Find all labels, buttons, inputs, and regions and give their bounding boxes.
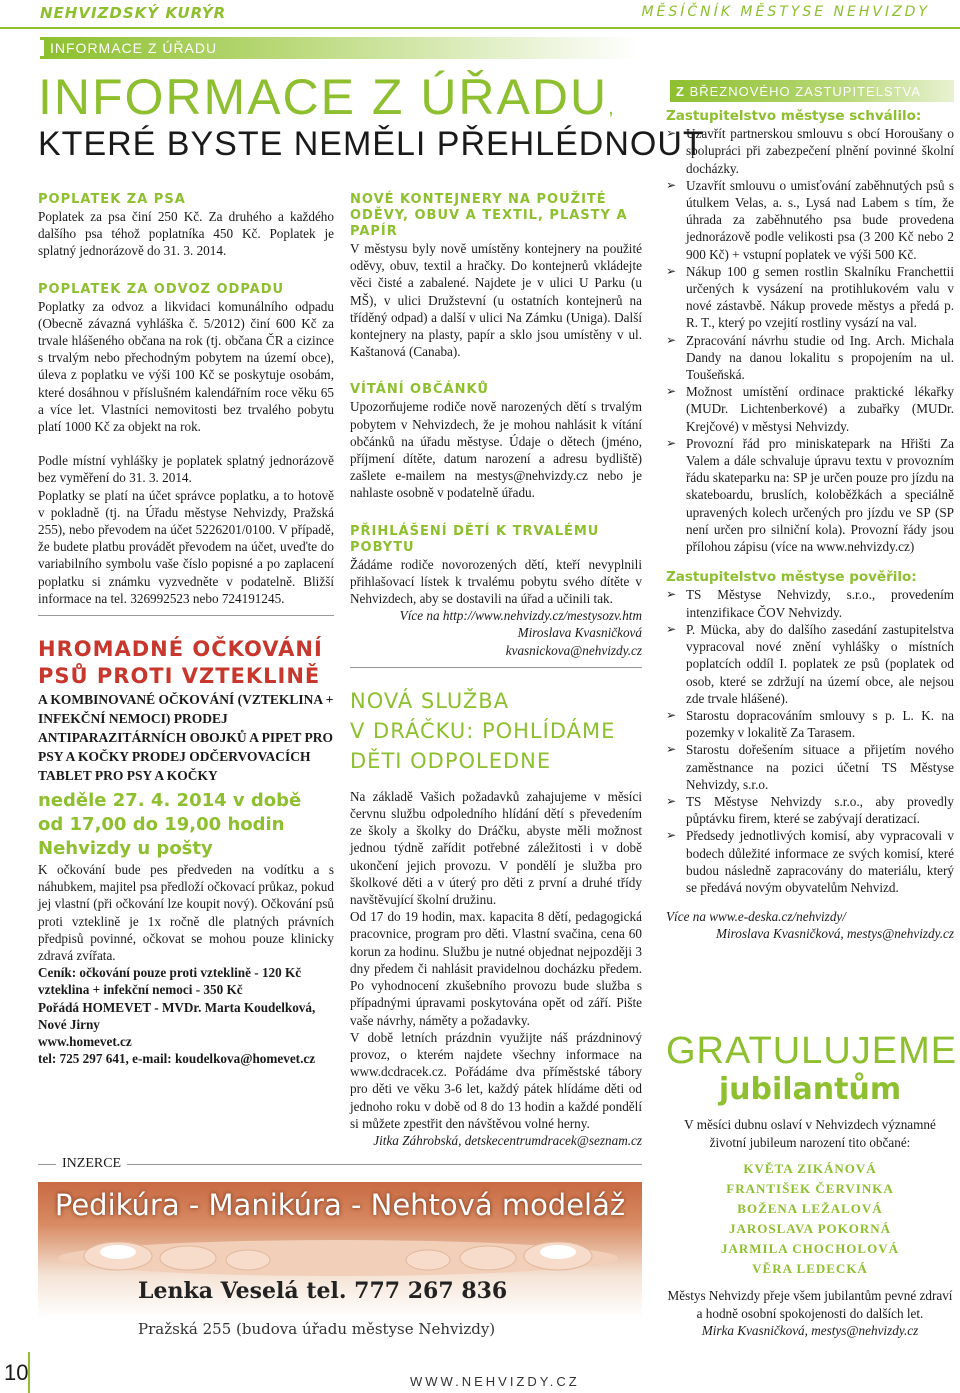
divider — [350, 667, 642, 668]
list-item: ➢ Uzavřít partnerskou smlouvu s obcí Horoušany o spolupráci při zabezpečení plnění povinné školní docházky. — [666, 125, 954, 177]
new-service-text-2: Od 17 do 19 hodin, max. kapacita 8 dětí, pedagogická pracovnice, program pro děti. Vlastní svačina, cena 60 korun za hodinu. Službu je nutné objednat nejpozději 3 dny předem či nahlásit pravidelnou docházku předem. Po vyhodnocení zkušebního provozu bude služba s případnými úpravami poskytována opět od září. Pište vaše návrhy, náměty a požadavky. — [350, 909, 642, 1028]
vaccination-place: Nehvizdy u pošty — [38, 838, 213, 860]
vaccination-heading-1: HROMADNÉ OČKOVÁNÍ — [38, 637, 323, 662]
footer-url[interactable]: WWW.NEHVIZDY.CZ — [410, 1374, 580, 1389]
new-service-heading-2: V DRÁČKU: POHLÍDÁME — [350, 718, 616, 743]
new-service-heading-3: DĚTI ODPOLEDNE — [350, 748, 552, 773]
welcome-text: Upozorňujeme rodiče nově narozených dětí s trvalým pobytem v Nehvizdech, že je mohou nahlásit k vítání občánků na úřadu městyse. Údaje o dětech (jméno, příjmení dítěte, datum narození a adresu bydliště) zašlete e-mailem na mestys@nehvizdy.cz nebo je nahlaste osobně v podatelně úřadu. — [350, 399, 642, 501]
jubilee-name: KVĚTA ZIKÁNOVÁ — [743, 1161, 877, 1176]
jubilee-name: VĚRA LEDECKÁ — [752, 1261, 868, 1276]
publication-subtitle: MĚSÍČNÍK MĚSTYSE NEHVIZDY — [641, 4, 930, 20]
registration-email: kvasnickova@nehvizdy.cz — [505, 642, 642, 658]
jubilee-name: BOŽENA LEŽALOVÁ — [737, 1201, 883, 1216]
page-title-comma: , — [608, 97, 616, 119]
ad-label-row — [38, 1156, 642, 1172]
congratulations-title: GRATULUJEME — [666, 1030, 958, 1072]
registration-heading: PŘIHLÁŠENÍ DĚTÍ K TRVALÉMU POBYTU — [350, 523, 600, 555]
approved-list — [666, 125, 954, 555]
list-item: ➢ Zpracování návrhu studie od Ing. Arch. Michala Dandy na danou lokalitu s propojením na ul. Toušeňská. — [666, 332, 954, 384]
top-divider — [0, 27, 960, 29]
list-item: ➢ TS Městyse Nehvizdy s.r.o., aby provedly půptávku firem, které se zabývají deratizací. — [666, 793, 954, 827]
column-left — [38, 192, 334, 1068]
vaccination-date: neděle 27. 4. 2014 v době — [38, 790, 302, 812]
authorized-list — [666, 586, 954, 896]
jubilee-names — [666, 1159, 954, 1279]
advertisement[interactable] — [38, 1182, 642, 1352]
section-label — [40, 37, 640, 59]
divider — [38, 615, 334, 616]
vaccination-organizer: Pořádá HOMEVET - MVDr. Marta Koudelková, Nové Jirny — [38, 999, 316, 1032]
council-signature: Miroslava Kvasničková, mestys@nehvizdy.cz — [716, 926, 954, 942]
list-item: ➢ Starostu dopracováním smlouvy s p. L. K. na pozemky v lokalitě Za Tarasem. — [666, 707, 954, 741]
new-service-text-1: Na základě Vašich požadavků zahajujeme v měsíci červnu službu odpoledního hlídání dětí s převedením ze školy a školky do Dráčku, abyste měli možnost jednou týdně zařídit potřebné záležitosti i v době ukončení jejich provozu. V pondělí je služba pro školkové děti a v úterý pro děti z první a druhé třídy navštěvující školní družinu. — [350, 788, 642, 908]
jubilee-name: JAROSLAVA POKORNÁ — [728, 1221, 892, 1236]
ad-phone: Lenka Veselá tel. 777 267 836 — [138, 1278, 508, 1304]
list-item: ➢ Provozní řád pro miniskatepark na Hřišti Za Valem a dále schvaluje úpravu textu v provozním řádu skateparku na: SP je určen pouze pro jízdu na skateboardu, bruslích, koloběžkách a speciálně upravených kolech určených pro jízdu ve SP (SP není určen pro silniční kola). Provozní řády jsou přílohou zápisu (více na www.nehvizdy.cz) — [666, 435, 954, 555]
brand-title: NEHVIZDSKÝ KURÝR — [40, 4, 227, 22]
list-item: ➢ Uzavřít smlouvu o umisťování zaběhnutých psů s útulkem Velas, a. s., Lysá nad Labem s tím, že úhrada za zaběhnutého psa bude provedena jednorázově podle velikosti psa (3 200 Kč nebo 2 900 Kč) + vstupní poplatek ve výši 500 Kč. — [666, 177, 954, 263]
list-item: ➢ Možnost umístění ordinace praktické lékařky (MUDr. Lichtenberkové) a zubařky (MUDr. Krejčové) v městysi Nehvizdy. — [666, 383, 954, 435]
list-item: ➢ P. Mücka, aby do dalšího zasedání zastupitelstva vypracoval nové znění vyhlášky o místních poplatcích oddíl I. poplatek ze psů (poplatek od osob, které se zdržují na území obce, ale nejsou zde trvale hlášené). — [666, 621, 954, 707]
registration-link[interactable]: Více na http://www.nehvizdy.cz/mestysozv.htm — [399, 608, 642, 624]
welcome-heading: VÍTÁNÍ OBČÁNKŮ — [350, 382, 489, 398]
ad-label: INZERCE — [56, 1156, 127, 1172]
ad-divider — [38, 1164, 642, 1165]
list-item: ➢ Nákup 100 g semen rostlin Skalníku Franchettii určených k vysázení na protihlukovém valu v nové zástavbě. Nákup provede městys a předá p. R. T., který po vzejití rostliny vysází na val. — [666, 263, 954, 332]
vaccination-price-2: vzteklina + infekční nemoci - 350 Kč — [38, 982, 243, 998]
vaccination-heading-2: PSŮ PROTI VZTEKLINĚ — [38, 664, 321, 689]
containers-heading: NOVÉ KONTEJNERY NA POUŽITÉ ODĚVY, OBUV A TEXTIL, PLASTY A PAPÍR — [350, 192, 628, 239]
column-right — [666, 80, 954, 943]
page-title — [38, 68, 616, 126]
approved-heading: Zastupitelstvo městyse schválilo: — [666, 108, 922, 124]
registration-signature: Miroslava Kvasničková — [517, 625, 642, 641]
vaccination-time: od 17,00 do 19,00 hodin — [38, 814, 285, 836]
dog-fee-text: Poplatek za psa činí 250 Kč. Za druhého a každého dalšího psa téhož poplatníka 450 Kč. Poplatek je splatný jednorázově do 31. 3. 2014. — [38, 209, 334, 259]
council-label-text: BŘEZNOVÉHO ZASTUPITELSTVA — [684, 84, 921, 99]
new-service-heading-1: NOVÁ SLUŽBA — [350, 688, 510, 713]
vaccination-caps: A KOMBINOVANÉ OČKOVÁNÍ (VZTEKLINA + INFEKČNÍ NEMOCI) PRODEJ ANTIPARAZITÁRNÍCH OBOJKŮ A PIPET PRO PSY A KOČKY PRODEJ ODČERVOVACÍCH TABLET PRO PSY A KOČKY — [38, 692, 334, 784]
jubilee-name: JARMILA CHOCHOLOVÁ — [721, 1241, 899, 1256]
congratulations-wish: Městys Nehvizdy přeje všem jubilantům pevné zdraví a hodně osobní spokojenosti do dalších let. — [667, 1288, 953, 1321]
ad-title: Pedikúra - Manikúra - Nehtová modeláž — [54, 1188, 626, 1222]
new-service-signature: Jitka Záhrobská, detskecentrumdracek@seznam.cz — [373, 1132, 642, 1148]
council-label-z: Z — [676, 84, 685, 99]
section-label-text: INFORMACE Z ÚŘADU — [40, 40, 217, 56]
council-more-link[interactable]: Více na www.e-deska.cz/nehvizdy/ — [666, 909, 846, 925]
waste-fee-heading: POPLATEK ZA ODVOZ ODPADU — [38, 281, 285, 297]
toes-illustration-icon — [38, 1236, 642, 1278]
dog-fee-heading: POPLATEK ZA PSA — [38, 192, 186, 207]
congratulations-intro: V měsíci dubnu oslaví v Nehvizdech významné životní jubileum narození tito občané: — [684, 1117, 936, 1150]
new-service-text-3: V době letních prázdnin využijte náš prázdninový provoz, o kterém najdete všechny informace na www.dcdracek.cz. Pořádáme dva příměstské tábory pro děti ve věku 3-6 let, každý pátek hlídáme děti od jednoho roku v době od 8 do 13 hodin a každé pondělí si můžete zpestřit den návštěvou volné herny. — [350, 1029, 642, 1131]
registration-text: Žádáme rodiče novorozených dětí, kteří nevyplnili přihlašovací lístek k trvalému pobytu svého dítěte v Nehvizdech, aby se dostavili na úřad a učinili tak. — [350, 556, 642, 607]
waste-fee-payment: Poplatky se platí na účet správce poplatku, a to hotově v pokladně (tj. na Úřadu městyse Nehvizdy, Pražská 255), nebo převodem na účet 5226201/0100. V případě, že budete platbu provádět převodem na účet, uveďte do variabilního symbolu vaše číslo popisné a po zaplacení poplatku si známku vyzvedněte v podatelně. Bližší informace na tel. 326992523 nebo 724191245. — [38, 487, 334, 606]
vaccination-text: K očkování bude pes předveden na vodítku a s náhubkem, majitel psa předloží očkovací průkaz, pokud jej vlastní (při očkování lze koupit nový). Očkování psů proti vzteklině je 1x ročně dle platných právních předpisů povinné, očkovat se mohou pouze klinicky zdravá zvířata. — [38, 862, 334, 964]
council-label — [666, 80, 954, 102]
waste-fee-due: Podle místní vyhlášky je poplatek splatný jednorázově bez vyměření do 31. 3. 2014. — [38, 453, 334, 486]
list-item: ➢ Předsedy jednotlivých komisí, aby vypracovali v bodech důležité informace ze svých komisí, které budou následně zapracovány do materiálu, který se předává novým obyvatelům Nehvizd. — [666, 827, 954, 896]
vaccination-website[interactable]: www.homevet.cz — [38, 1034, 132, 1050]
list-item: ➢ Starostu dořešením situace a přijetím nového zaměstnance na pozici účetní TS Městyse Nehvizdy, s.r.o. — [666, 741, 954, 793]
ad-address: Pražská 255 (budova úřadu městyse Nehvizdy) — [138, 1320, 496, 1338]
congratulations-box — [666, 1030, 958, 1340]
jubilee-name: FRANTIŠEK ČERVINKA — [726, 1181, 894, 1196]
authorized-heading: Zastupitelstvo městyse pověřilo: — [666, 569, 917, 586]
top-bar — [0, 0, 960, 26]
list-item: ➢ TS Městyse Nehvizdy, s.r.o., provedením intenzifikace ČOV Nehvizdy. — [666, 586, 954, 620]
vaccination-price-1: Ceník: očkování pouze proti vzteklině - 120 Kč — [38, 965, 302, 981]
waste-fee-text: Poplatky za odvoz a likvidaci komunálního odpadu (Obecně závazná vyhláška č. 5/2012) činí 600 Kč za trvale hlášeného občana na rok (tj. občana ČR a cizince s trvalým nebo přechodným pobytem na území obce), úleva z poplatku ve výši 100 Kč se poskytuje osobám, které dosáhnou v příslušném kalendářním roce věku 65 a více let. Vlastníci nemovitosti bez trvalého pobytu platí 1000 Kč za objekt na rok. — [38, 298, 334, 435]
containers-text: V městysu byly nově umístěny kontejnery na použité oděvy, obuv, textil a hračky. Do kontejnerů vkládejte věci čisté a zabalené. Najdete je v ulici U Parku (u MŠ), v ulici Družstevní (u ostatních kontejnerů na tříděný odpad) a další v ulici Na Zámku (Uniga). Další kontejnery na plasty, papír a sklo jsou umístěny v ul. Kaštanová (Canaba). — [350, 241, 642, 360]
page-subtitle: KTERÉ BYSTE NEMĚLI PŘEHLÉDNOUT — [38, 125, 705, 163]
page-number: 10 — [0, 1352, 30, 1393]
congratulations-signature: Mirka Kvasničková, mestys@nehvizdy.cz — [701, 1323, 919, 1338]
page-title-text: INFORMACE Z ÚŘADU — [38, 69, 609, 125]
vaccination-contact: tel: 725 297 641, e-mail: koudelkova@homevet.cz — [38, 1051, 316, 1067]
congratulations-subtitle: jubilantům — [718, 1072, 902, 1107]
column-middle — [350, 192, 642, 1149]
